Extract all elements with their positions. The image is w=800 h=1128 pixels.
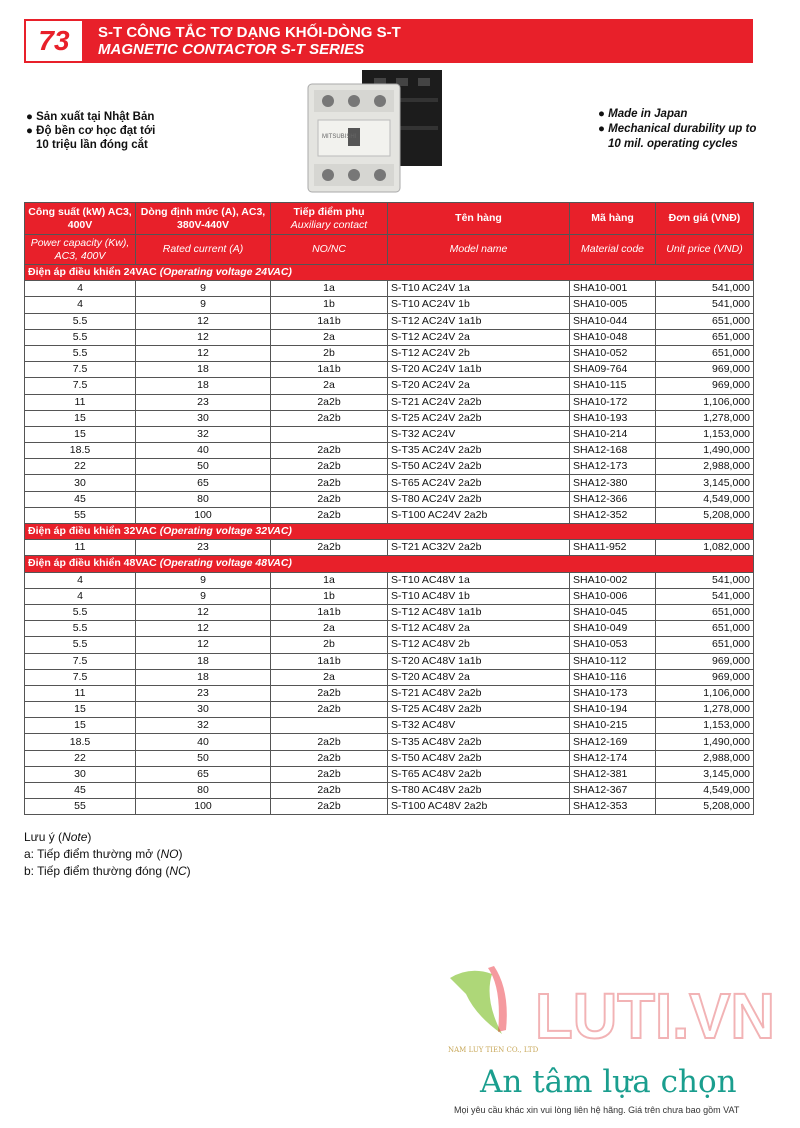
cell-code: SHA10-006 [570, 588, 656, 604]
cell-model: S-T32 AC48V [388, 718, 570, 734]
cell-price: 651,000 [656, 604, 754, 620]
cell-power: 5.5 [25, 604, 136, 620]
company-logo [440, 960, 780, 1060]
cell-power: 4 [25, 297, 136, 313]
cell-code: SHA10-048 [570, 329, 656, 345]
feature-item: 10 mil. operating cycles [608, 138, 738, 150]
cell-current: 40 [136, 443, 271, 459]
cell-aux: 2a2b [271, 443, 388, 459]
cell-aux: 2a2b [271, 702, 388, 718]
tagline: An tâm lựa chọn [480, 1064, 737, 1100]
cell-current: 9 [136, 588, 271, 604]
cell-code: SHA12-352 [570, 507, 656, 523]
table-row [25, 329, 754, 345]
table-row [25, 588, 754, 604]
page-header [24, 19, 753, 63]
cell-aux: 2a2b [271, 394, 388, 410]
cell-aux: 2a2b [271, 750, 388, 766]
cell-code: SHA12-367 [570, 783, 656, 799]
table-row [25, 443, 754, 459]
cell-model: S-T50 AC24V 2a2b [388, 459, 570, 475]
cell-current: 18 [136, 362, 271, 378]
cell-power: 45 [25, 491, 136, 507]
col-header-code-en: Material code [570, 235, 656, 265]
cell-price: 651,000 [656, 313, 754, 329]
cell-price: 2,988,000 [656, 750, 754, 766]
cell-price: 3,145,000 [656, 766, 754, 782]
cell-current: 9 [136, 281, 271, 297]
cell-model: S-T20 AC24V 2a [388, 378, 570, 394]
cell-current: 12 [136, 313, 271, 329]
contactor-photo-icon [304, 68, 444, 194]
cell-price: 969,000 [656, 362, 754, 378]
cell-code: SHA10-173 [570, 685, 656, 701]
cell-model: S-T12 AC24V 1a1b [388, 313, 570, 329]
cell-aux: 2a2b [271, 685, 388, 701]
cell-current: 12 [136, 637, 271, 653]
table-header-row [25, 203, 754, 235]
table-row [25, 540, 754, 556]
cell-code: SHA12-380 [570, 475, 656, 491]
footnote: Mọi yêu cầu khác xin vui lòng liên hệ hãng. Giá trên chưa bao gồm VAT [454, 1105, 740, 1115]
cell-aux: 2a2b [271, 507, 388, 523]
cell-price: 651,000 [656, 345, 754, 361]
cell-aux: 1a1b [271, 362, 388, 378]
cell-aux: 2a2b [271, 799, 388, 815]
cell-model: S-T21 AC48V 2a2b [388, 685, 570, 701]
cell-aux: 2a2b [271, 410, 388, 426]
feature-item: ● Made in Japan [598, 108, 688, 120]
cell-aux: 2a2b [271, 491, 388, 507]
table-row [25, 702, 754, 718]
cell-current: 12 [136, 604, 271, 620]
cell-price: 651,000 [656, 621, 754, 637]
cell-aux: 1a1b [271, 653, 388, 669]
cell-current: 100 [136, 799, 271, 815]
cell-code: SHA10-049 [570, 621, 656, 637]
cell-aux: 2a2b [271, 459, 388, 475]
cell-aux: 2b [271, 637, 388, 653]
cell-code: SHA10-045 [570, 604, 656, 620]
feature-item: ● Sản xuất tại Nhật Bản [26, 111, 155, 123]
table-row [25, 637, 754, 653]
section-row [25, 265, 754, 281]
cell-price: 541,000 [656, 588, 754, 604]
cell-price: 2,988,000 [656, 459, 754, 475]
table-row [25, 572, 754, 588]
cell-current: 100 [136, 507, 271, 523]
cell-model: S-T80 AC48V 2a2b [388, 783, 570, 799]
cell-code: SHA12-381 [570, 766, 656, 782]
section-title: Điện áp điều khiển 24VAC (Operating voltage 24VAC) [25, 265, 754, 281]
cell-code: SHA12-169 [570, 734, 656, 750]
cell-current: 30 [136, 702, 271, 718]
cell-model: S-T20 AC48V 1a1b [388, 653, 570, 669]
cell-code: SHA10-115 [570, 378, 656, 394]
table-row [25, 604, 754, 620]
table-row [25, 766, 754, 782]
cell-model: S-T50 AC48V 2a2b [388, 750, 570, 766]
cell-power: 55 [25, 799, 136, 815]
cell-power: 11 [25, 540, 136, 556]
cell-current: 23 [136, 540, 271, 556]
table-row [25, 799, 754, 815]
cell-power: 5.5 [25, 313, 136, 329]
cell-model: S-T12 AC48V 1a1b [388, 604, 570, 620]
cell-model: S-T80 AC24V 2a2b [388, 491, 570, 507]
cell-power: 30 [25, 766, 136, 782]
cell-aux: 2b [271, 345, 388, 361]
cell-current: 12 [136, 345, 271, 361]
cell-model: S-T12 AC48V 2a [388, 621, 570, 637]
cell-model: S-T35 AC24V 2a2b [388, 443, 570, 459]
cell-code: SHA11-952 [570, 540, 656, 556]
cell-current: 40 [136, 734, 271, 750]
cell-aux: 2a2b [271, 540, 388, 556]
cell-price: 651,000 [656, 329, 754, 345]
col-header-price: Đơn giá (VNĐ) [656, 203, 754, 235]
cell-power: 15 [25, 410, 136, 426]
cell-model: S-T10 AC48V 1b [388, 588, 570, 604]
cell-price: 969,000 [656, 669, 754, 685]
cell-current: 50 [136, 459, 271, 475]
cell-code: SHA12-174 [570, 750, 656, 766]
cell-code: SHA10-116 [570, 669, 656, 685]
brand-name: LUTI.VN [535, 980, 775, 1052]
cell-current: 65 [136, 766, 271, 782]
cell-price: 1,490,000 [656, 443, 754, 459]
cell-current: 30 [136, 410, 271, 426]
table-row [25, 669, 754, 685]
cell-current: 50 [136, 750, 271, 766]
cell-aux: 2a [271, 329, 388, 345]
cell-code: SHA12-366 [570, 491, 656, 507]
section-row [25, 556, 754, 572]
cell-price: 4,549,000 [656, 783, 754, 799]
cell-price: 1,106,000 [656, 394, 754, 410]
cell-power: 7.5 [25, 362, 136, 378]
cell-power: 4 [25, 588, 136, 604]
cell-code: SHA10-053 [570, 637, 656, 653]
table-row [25, 410, 754, 426]
cell-power: 11 [25, 685, 136, 701]
col-header-current-en: Rated current (A) [136, 235, 271, 265]
table-row [25, 734, 754, 750]
cell-current: 23 [136, 394, 271, 410]
cell-code: SHA10-052 [570, 345, 656, 361]
cell-current: 80 [136, 783, 271, 799]
cell-current: 18 [136, 653, 271, 669]
cell-current: 32 [136, 718, 271, 734]
cell-power: 18.5 [25, 443, 136, 459]
cell-power: 7.5 [25, 669, 136, 685]
col-header-aux [271, 203, 388, 235]
table-body [25, 265, 754, 815]
col-header-power-en: Power capacity (Kw), AC3, 400V [25, 235, 136, 265]
cell-power: 5.5 [25, 345, 136, 361]
section-title: Điện áp điều khiển 32VAC (Operating voltage 32VAC) [25, 524, 754, 540]
cell-power: 15 [25, 718, 136, 734]
cell-aux: 1a1b [271, 604, 388, 620]
cell-price: 1,278,000 [656, 410, 754, 426]
cell-model: S-T25 AC48V 2a2b [388, 702, 570, 718]
cell-code: SHA10-002 [570, 572, 656, 588]
col-header-power: Công suất (kW) AC3, 400V [25, 203, 136, 235]
cell-code: SHA12-353 [570, 799, 656, 815]
cell-model: S-T35 AC48V 2a2b [388, 734, 570, 750]
cell-power: 45 [25, 783, 136, 799]
table-row [25, 685, 754, 701]
cell-model: S-T100 AC48V 2a2b [388, 799, 570, 815]
cell-code: SHA10-193 [570, 410, 656, 426]
cell-price: 1,082,000 [656, 540, 754, 556]
cell-power: 22 [25, 459, 136, 475]
cell-aux: 2a2b [271, 734, 388, 750]
table-row [25, 718, 754, 734]
cell-code: SHA10-005 [570, 297, 656, 313]
cell-aux: 2a2b [271, 766, 388, 782]
cell-model: S-T20 AC24V 1a1b [388, 362, 570, 378]
cell-power: 15 [25, 426, 136, 442]
col-header-model-en: Model name [388, 235, 570, 265]
cell-model: S-T12 AC24V 2a [388, 329, 570, 345]
feature-item: 10 triệu lần đóng cắt [36, 139, 148, 151]
cell-power: 30 [25, 475, 136, 491]
cell-power: 5.5 [25, 621, 136, 637]
cell-aux: 1a [271, 281, 388, 297]
cell-aux: 1a1b [271, 313, 388, 329]
cell-model: S-T32 AC24V [388, 426, 570, 442]
features-vietnamese [26, 110, 155, 152]
cell-code: SHA10-112 [570, 653, 656, 669]
note-b: b: Tiếp điểm thường đóng (NC) [24, 864, 191, 878]
cell-price: 1,106,000 [656, 685, 754, 701]
feature-item: ● Độ bền cơ học đạt tới [26, 125, 156, 137]
cell-power: 4 [25, 572, 136, 588]
table-row [25, 297, 754, 313]
cell-aux [271, 718, 388, 734]
cell-model: S-T65 AC48V 2a2b [388, 766, 570, 782]
table-row [25, 426, 754, 442]
table-row [25, 313, 754, 329]
section-row [25, 524, 754, 540]
cell-price: 1,153,000 [656, 426, 754, 442]
cell-price: 969,000 [656, 378, 754, 394]
company-name: NAM LUY TIEN CO., LTD [448, 1046, 539, 1054]
cell-price: 1,490,000 [656, 734, 754, 750]
table-row [25, 750, 754, 766]
cell-current: 80 [136, 491, 271, 507]
table-row [25, 491, 754, 507]
cell-power: 4 [25, 281, 136, 297]
cell-aux: 1b [271, 588, 388, 604]
cell-current: 32 [136, 426, 271, 442]
cell-price: 541,000 [656, 572, 754, 588]
cell-price: 4,549,000 [656, 491, 754, 507]
cell-power: 22 [25, 750, 136, 766]
cell-current: 12 [136, 621, 271, 637]
cell-aux: 2a [271, 669, 388, 685]
cell-current: 23 [136, 685, 271, 701]
notes [24, 829, 191, 880]
col-header-aux-type-en: NO/NC [271, 235, 388, 265]
cell-current: 9 [136, 297, 271, 313]
feature-item: ● Mechanical durability up to [598, 123, 757, 135]
cell-aux [271, 426, 388, 442]
cell-code: SHA10-044 [570, 313, 656, 329]
cell-power: 7.5 [25, 653, 136, 669]
cell-power: 18.5 [25, 734, 136, 750]
cell-power: 55 [25, 507, 136, 523]
cell-aux: 1a [271, 572, 388, 588]
table-header-row-en [25, 235, 754, 265]
cell-model: S-T20 AC48V 2a [388, 669, 570, 685]
cell-price: 3,145,000 [656, 475, 754, 491]
note-a: a: Tiếp điểm thường mở (NO) [24, 847, 183, 861]
cell-code: SHA10-194 [570, 702, 656, 718]
col-header-price-en: Unit price (VND) [656, 235, 754, 265]
cell-code: SHA12-168 [570, 443, 656, 459]
table-row [25, 378, 754, 394]
cell-model: S-T21 AC24V 2a2b [388, 394, 570, 410]
cell-price: 651,000 [656, 637, 754, 653]
table-row [25, 507, 754, 523]
cell-model: S-T10 AC24V 1b [388, 297, 570, 313]
cell-model: S-T10 AC48V 1a [388, 572, 570, 588]
cell-current: 12 [136, 329, 271, 345]
table-row [25, 345, 754, 361]
cell-model: S-T100 AC24V 2a2b [388, 507, 570, 523]
contactor-brand-label: MITSUBISHI [322, 134, 357, 140]
cell-model: S-T12 AC24V 2b [388, 345, 570, 361]
page-number: 73 [24, 19, 84, 63]
cell-price: 1,153,000 [656, 718, 754, 734]
cell-current: 9 [136, 572, 271, 588]
cell-price: 541,000 [656, 297, 754, 313]
cell-price: 5,208,000 [656, 507, 754, 523]
section-title: Điện áp điều khiển 48VAC (Operating voltage 48VAC) [25, 556, 754, 572]
cell-power: 5.5 [25, 637, 136, 653]
cell-model: S-T25 AC24V 2a2b [388, 410, 570, 426]
cell-power: 15 [25, 702, 136, 718]
table-row [25, 394, 754, 410]
cell-model: S-T21 AC32V 2a2b [388, 540, 570, 556]
col-header-aux-vi: Tiếp điểm phụ [293, 205, 365, 218]
cell-price: 1,278,000 [656, 702, 754, 718]
price-table [24, 202, 754, 815]
table-row [25, 362, 754, 378]
cell-aux: 2a2b [271, 475, 388, 491]
cell-model: S-T12 AC48V 2b [388, 637, 570, 653]
cell-current: 65 [136, 475, 271, 491]
col-header-aux-en: Auxiliary contact [290, 218, 368, 231]
cell-aux: 1b [271, 297, 388, 313]
cell-code: SHA10-172 [570, 394, 656, 410]
cell-current: 18 [136, 378, 271, 394]
cell-price: 541,000 [656, 281, 754, 297]
cell-power: 11 [25, 394, 136, 410]
table-row [25, 653, 754, 669]
cell-code: SHA10-214 [570, 426, 656, 442]
cell-code: SHA10-001 [570, 281, 656, 297]
col-header-code: Mã hàng [570, 203, 656, 235]
cell-current: 18 [136, 669, 271, 685]
page-subtitle: MAGNETIC CONTACTOR S-T SERIES [98, 41, 365, 58]
page-title: S-T CÔNG TẮC TƠ DẠNG KHỐI-DÒNG S-T [98, 24, 401, 41]
notes-title: Lưu ý (Note) [24, 830, 92, 844]
cell-code: SHA10-215 [570, 718, 656, 734]
cell-model: S-T65 AC24V 2a2b [388, 475, 570, 491]
cell-aux: 2a [271, 378, 388, 394]
cell-aux: 2a [271, 621, 388, 637]
cell-price: 969,000 [656, 653, 754, 669]
cell-power: 7.5 [25, 378, 136, 394]
cell-model: S-T10 AC24V 1a [388, 281, 570, 297]
table-row [25, 621, 754, 637]
table-row [25, 459, 754, 475]
cell-power: 5.5 [25, 329, 136, 345]
cell-aux: 2a2b [271, 783, 388, 799]
table-row [25, 783, 754, 799]
col-header-model: Tên hàng [388, 203, 570, 235]
cell-price: 5,208,000 [656, 799, 754, 815]
cell-code: SHA12-173 [570, 459, 656, 475]
table-row [25, 475, 754, 491]
cell-code: SHA09-764 [570, 362, 656, 378]
features-english [598, 107, 756, 152]
col-header-current: Dòng định mức (A), AC3, 380V-440V [136, 203, 271, 235]
table-row [25, 281, 754, 297]
